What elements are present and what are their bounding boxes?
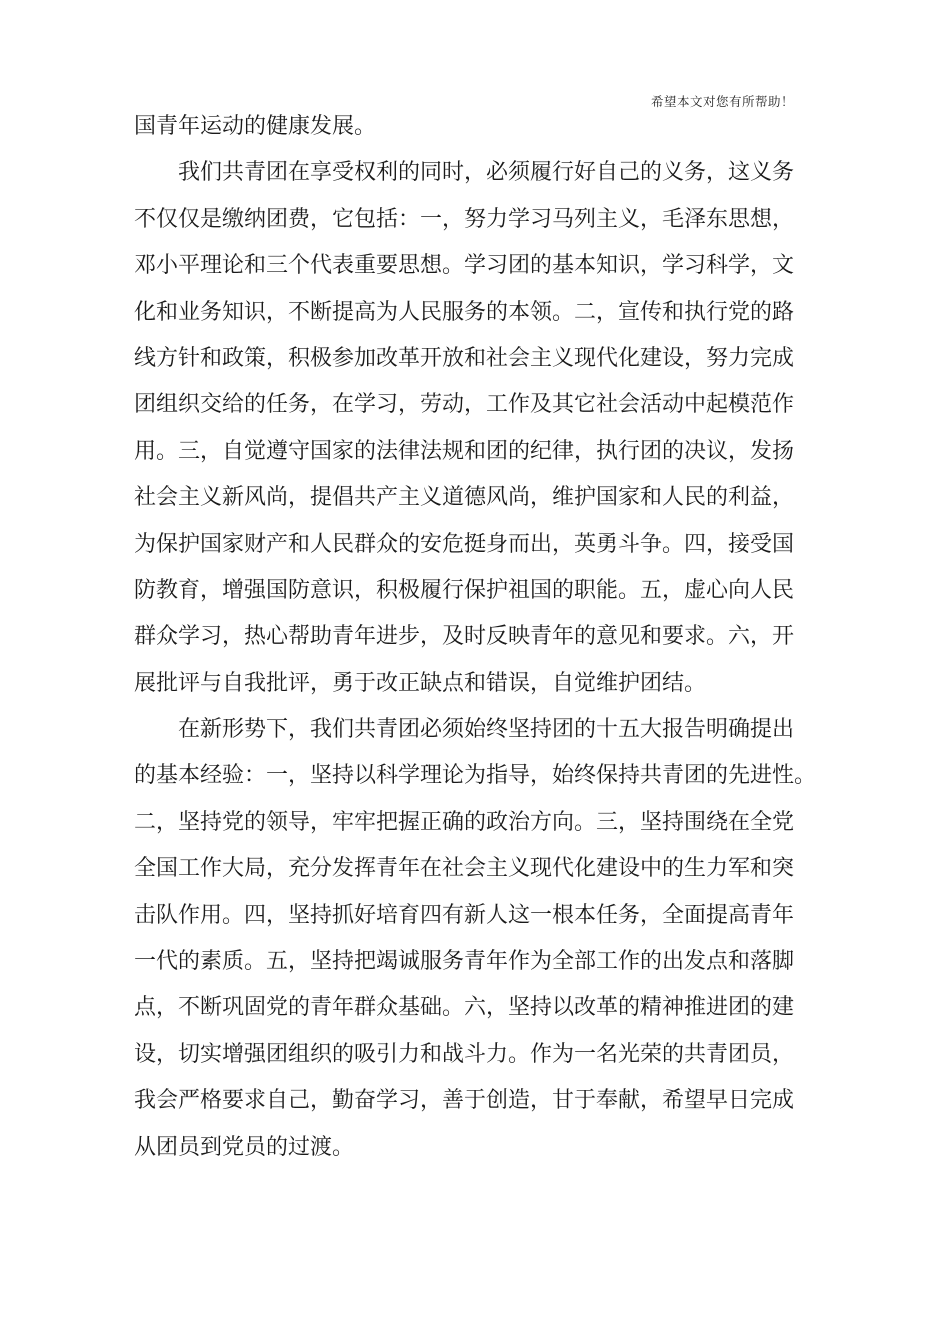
header-note: 希望本文对您有所帮助！ <box>651 94 795 109</box>
text-line: 国青年运动的健康发展。 <box>134 114 377 139</box>
text-line: 社会主义新风尚，提倡共产主义道德风尚，维护国家和人民的利益， <box>134 485 795 511</box>
text-line: 击队作用。四，坚持抓好培育四有新人这一根本任务，全面提高青年 <box>134 902 795 928</box>
text-line: 展批评与自我批评，勇于改正缺点和错误，自觉维护团结。 <box>134 670 707 696</box>
text-line: 全国工作大局，充分发挥青年在社会主义现代化建设中的生力军和突 <box>134 856 795 882</box>
text-line: 我会严格要求自己，勤奋学习，善于创造，甘于奉献，希望早日完成 <box>134 1088 795 1114</box>
text-line: 用。三，自觉遵守国家的法律法规和团的纪律，执行团的决议，发扬 <box>134 438 795 464</box>
text-line: 不仅仅是缴纳团费，它包括：一，努力学习马列主义，毛泽东思想， <box>134 206 795 232</box>
text-line: 一代的素质。五，坚持把竭诚服务青年作为全部工作的出发点和落脚 <box>134 949 795 975</box>
text-line: 我们共青团在享受权利的同时，必须履行好自己的义务，这义务 <box>134 160 795 186</box>
text-line: 团组织交给的任务，在学习，劳动，工作及其它社会活动中起模范作 <box>134 392 795 418</box>
paragraph-1 <box>134 104 834 150</box>
text-line: 线方针和政策，积极参加改革开放和社会主义现代化建设，努力完成 <box>134 345 795 371</box>
text-line: 为保护国家财产和人民群众的安危挺身而出，英勇斗争。四，接受国 <box>134 531 795 557</box>
text-line: 设，切实增强团组织的吸引力和战斗力。作为一名光荣的共青团员， <box>134 1041 795 1067</box>
text-line: 防教育，增强国防意识，积极履行保护祖国的职能。五，虚心向人民 <box>134 577 795 603</box>
paragraph-2 <box>134 150 834 707</box>
text-line: 在新形势下，我们共青团必须始终坚持团的十五大报告明确提出 <box>134 717 795 743</box>
text-line: 群众学习，热心帮助青年进步，及时反映青年的意见和要求。六，开 <box>134 624 795 650</box>
document-body <box>134 104 834 1171</box>
text-line: 的基本经验：一，坚持以科学理论为指导，始终保持共青团的先进性。 <box>134 763 817 789</box>
paragraph-3 <box>134 707 834 1171</box>
text-line: 化和业务知识，不断提高为人民服务的本领。二，宣传和执行党的路 <box>134 299 795 325</box>
text-line: 二，坚持党的领导，牢牢把握正确的政治方向。三，坚持围绕在全党 <box>134 809 795 835</box>
text-line: 从团员到党员的过渡。 <box>134 1134 355 1160</box>
text-line: 点，不断巩固党的青年群众基础。六，坚持以改革的精神推进团的建 <box>134 995 795 1021</box>
text-line: 邓小平理论和三个代表重要思想。学习团的基本知识，学习科学，文 <box>134 253 795 279</box>
